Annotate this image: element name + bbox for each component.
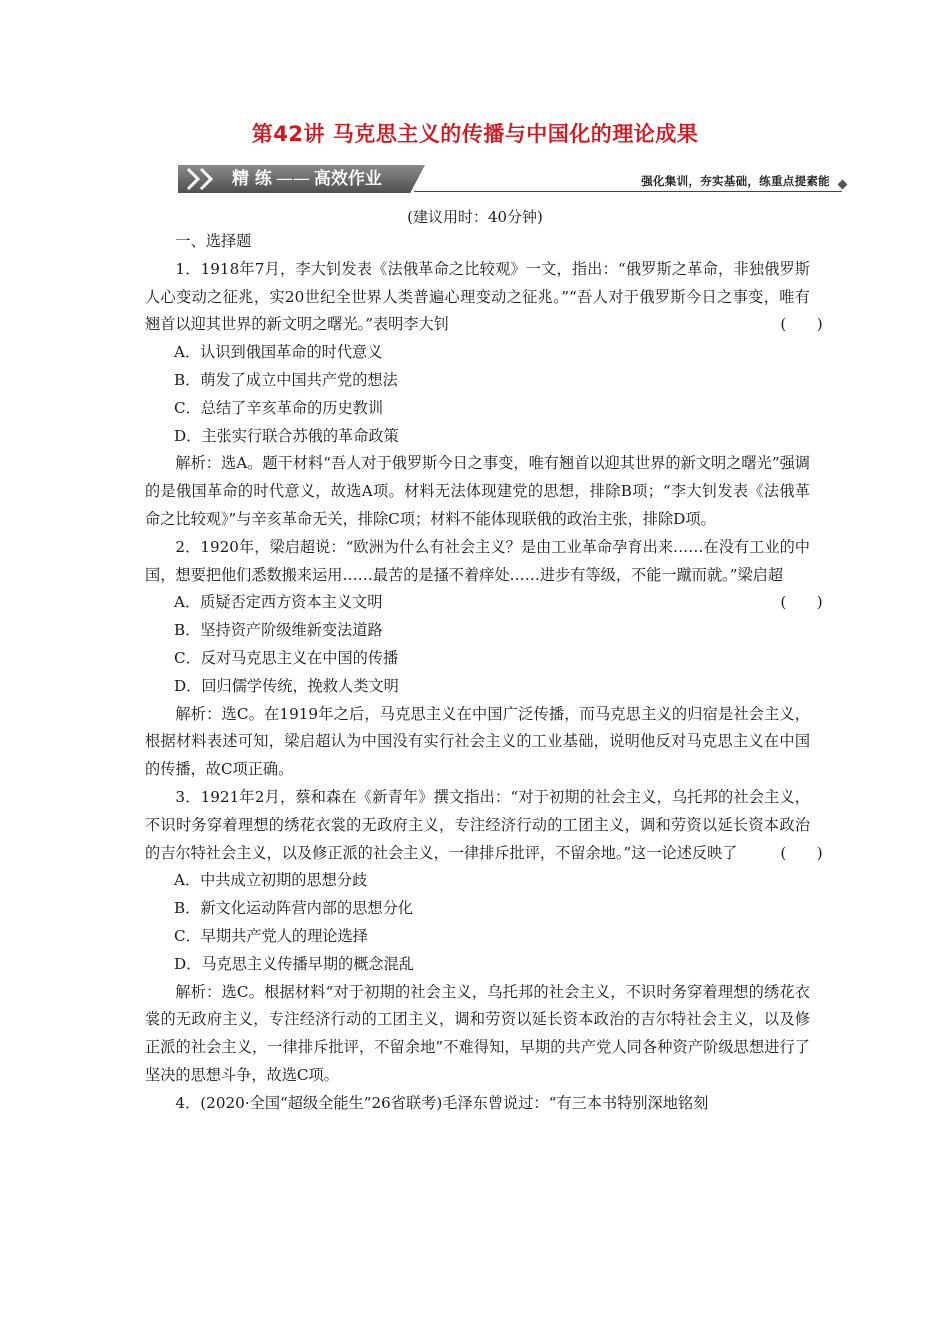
question-1-analysis: 解析：选A。题干材料“吾人对于俄罗斯今日之事变，唯有翘首以迎其世界的新文明之曙光”强调的是俄国革命的时代意义，故选A项。材料无法体现建党的思想，排除B项；“李大钊发表《法俄革命之比较观》”与辛亥革命无关，排除C项；材料不能体现联俄的政治主张，排除D项。 <box>145 454 810 528</box>
question-1-stem <box>145 256 823 339</box>
banner-dash: —— <box>275 169 310 189</box>
question-3-option-c: C．早期共产党人的理论选择 <box>174 926 368 945</box>
question-2-option-a: A．质疑否定西方资本主义文明 <box>174 593 383 612</box>
page-title: 第42讲 马克思主义的传播与中国化的理论成果 <box>251 122 699 146</box>
section-heading: 一、选择题 <box>175 232 252 250</box>
question-1-option-d: D．主张实行联合苏俄的革命政策 <box>174 426 399 445</box>
banner-left-sub: 高效作业 <box>313 169 382 189</box>
question-2-analysis: 解析：选C。在1919年之后，马克思主义在中国广泛传播，而马克思主义的归宿是社会主义，根据材料表述可知，梁启超认为中国没有实行社会主义的工业基础，说明他反对马克思主义在中国的传播，故C项正确。 <box>145 704 810 779</box>
question-2-option-d: D．回归儒学传统，挽救人类文明 <box>174 676 399 695</box>
question-4-stem: 4．(2020·全国“超级全能生”26省联考)毛泽东曾说过：“有三本书特别深地铭刻 <box>175 1093 709 1112</box>
question-1-option-a: A．认识到俄国革命的时代意义 <box>174 343 383 362</box>
question-list <box>145 228 823 1118</box>
question-1-text: 1．1918年7月，李大钊发表《法俄革命之比较观》一文，指出：“俄罗斯之革命，非独俄罗斯人心变动之征兆，实20世纪全世界人类普遍心理变动之征兆。”“吾人对于俄罗斯今日之事变，唯有翘首以迎其世界的新文明之曙光。”表明李大钊 <box>145 259 810 334</box>
banner-left-label: 精 练 <box>232 169 272 189</box>
question-3-text: 3．1921年2月，蔡和森在《新青年》撰文指出：“对于初期的社会主义，乌托邦的社会主义，不识时务穿着理想的绣花衣裳的无政府主义，专注经济行动的工团主义，调和劳资以延长资本政治的吉尔特社会主义，以及修正派的社会主义，一律排斥批评，不留余地。”这一论述反映了 <box>145 787 810 862</box>
banner-label <box>232 166 382 192</box>
answer-blank: ( ) <box>780 315 823 334</box>
banner-rule <box>414 191 842 192</box>
banner-slogan: 强化集训，夯实基础，练重点提素能 <box>641 174 830 188</box>
question-2-option-b: B．坚持资产阶级维新变法道路 <box>174 621 383 640</box>
answer-blank: ( ) <box>780 593 823 612</box>
answer-blank: ( ) <box>780 843 823 862</box>
double-chevron-icon <box>184 166 226 192</box>
question-2-text: 2．1920年，梁启超说：“欧洲为什么有社会主义？是由工业革命孕育出来……在没有工业的中国，想要把他们悉数搬来运用……最苦的是搔不着痒处……进步有等级，不能一蹴而就。”梁启超 <box>145 537 810 584</box>
question-2-option-c: C．反对马克思主义在中国的传播 <box>174 648 399 667</box>
question-3-option-b: B．新文化运动阵营内部的思想分化 <box>174 899 413 918</box>
question-3-analysis: 解析：选C。根据材料“对于初期的社会主义，乌托邦的社会主义，不识时务穿着理想的绣花衣裳的无政府主义，专注经济行动的工团主义，调和劳资以延长资本政治的吉尔特社会主义，以及修正派的社会主义，一律排斥批评，不留余地”不难得知，早期的共产党人同各种资产阶级思想进行了坚决的思想斗争，故选C项。 <box>145 982 810 1084</box>
section-banner <box>178 163 848 197</box>
diamond-icon <box>838 180 848 190</box>
suggested-time: (建议用时：40分钟) <box>407 208 543 226</box>
question-3-stem <box>145 784 823 867</box>
question-3-option-d: D．马克思主义传播早期的概念混乱 <box>174 954 414 973</box>
question-3-option-a: A．中共成立初期的思想分歧 <box>174 871 368 890</box>
question-1-option-b: B．萌发了成立中国共产党的想法 <box>174 370 398 389</box>
question-1-option-c: C．总结了辛亥革命的历史教训 <box>174 398 384 417</box>
